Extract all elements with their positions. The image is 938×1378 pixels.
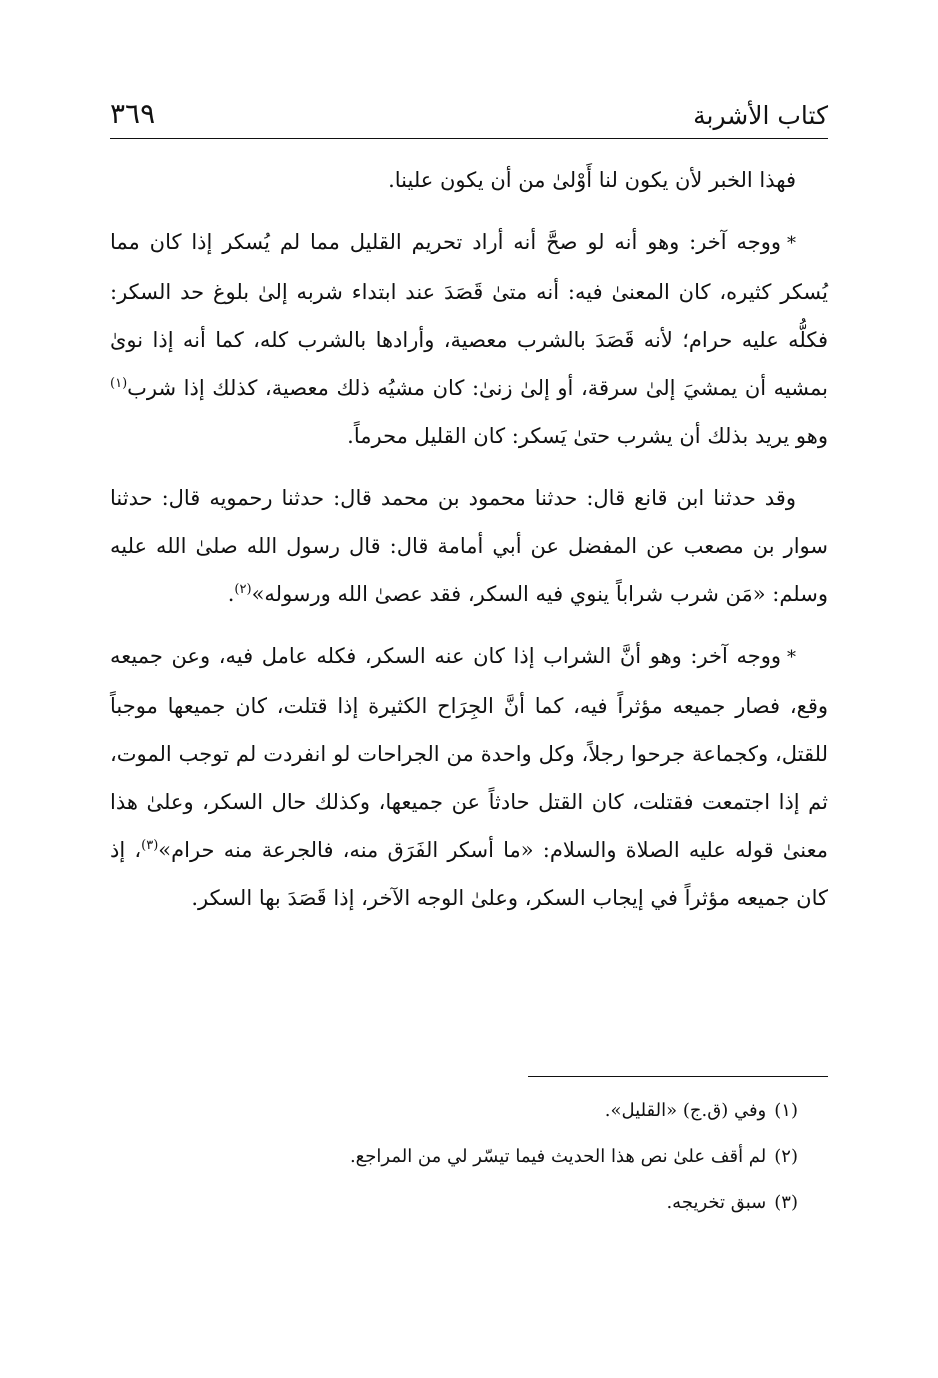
footnote-ref-1[interactable]: (١) xyxy=(110,376,128,391)
footnote-number: (١) xyxy=(774,1100,798,1121)
footnote-number: (٣) xyxy=(774,1192,798,1213)
footnote-text: لم أقف علىٰ نص هذا الحديث فيما تيسّر لي من المراجع. xyxy=(349,1146,767,1167)
footnote-number: (٢) xyxy=(774,1146,798,1167)
paragraph xyxy=(110,632,828,922)
paragraph-text: ووجه آخر: وهو أنَّ الشراب إذا كان عنه السكر، فكله عامل فيه، وعن جميعه وقع، فصار جميعه مؤثراً فيه، كما أنَّ الجِرَاح الكثيرة إذا قتلت، كان جميعها موجباً للقتل، وكجماعة جرحوا رجلاً، وكل واحدة من الجراحات لو انفردت لم توجب الموت، ثم إذا اجتمعت فقتلت، كان القتل حادثاً عن جميعها، وكذلك حال السكر، وعلىٰ هذا معنىٰ قوله عليه الصلاة والسلام: «ما أسكر الفَرَق منه، فالجرعة منه حرام» xyxy=(110,644,829,862)
footnote xyxy=(110,1180,798,1226)
star-marker: * xyxy=(787,233,796,254)
footnote-text: وفي (ق.ج) «القليل». xyxy=(604,1100,767,1121)
footnote-text: سبق تخريجه. xyxy=(666,1192,767,1213)
star-marker: * xyxy=(787,647,796,668)
main-text xyxy=(110,156,828,936)
book-chapter-title: كتاب الأشربة xyxy=(693,101,828,130)
paragraph xyxy=(110,156,828,204)
paragraph-text: . xyxy=(227,582,235,606)
footnote-ref-3[interactable]: (٣) xyxy=(141,838,159,853)
footnotes xyxy=(110,1088,798,1226)
footnote-separator xyxy=(528,1076,828,1077)
footnote xyxy=(110,1088,798,1134)
paragraph xyxy=(110,218,828,460)
paragraph-text: ، إذ كان جميعه مؤثراً في إيجاب السكر، وعلىٰ الوجه الآخر، إذا قَصَدَ بها السكر. xyxy=(110,838,828,910)
footnote-ref-2[interactable]: (٢) xyxy=(234,582,252,597)
page-number: ٣٦٩ xyxy=(110,97,156,130)
page-header xyxy=(110,78,828,139)
paragraph xyxy=(110,474,828,618)
paragraph-text: فهذا الخبر لأن يكون لنا أَوْلىٰ من أن يكون علينا. xyxy=(388,168,796,192)
paragraph-text: وهو يريد بذلك أن يشرب حتىٰ يَسكر: كان القليل محرماً. xyxy=(347,424,828,448)
footnote xyxy=(110,1134,798,1180)
paragraph-text: وقد حدثنا ابن قانع قال: حدثنا محمود بن محمد قال: حدثنا رحمويه قال: حدثنا سوار بن مصعب عن المفضل عن أبي أمامة قال: قال رسول الله صلىٰ الله عليه وسلم: «مَن شرب شراباً ينوي فيه السكر، فقد عصىٰ الله ورسوله» xyxy=(110,486,828,606)
paragraph-text: ووجه آخر: وهو أنه لو صحَّ أنه أراد تحريم القليل مما لم يُسكر إذا كان مما يُسكر كثيره، كان المعنىٰ فيه: أنه متىٰ قَصَدَ عند ابتداء شربه إلىٰ بلوغ حد السكر: فكلُّه عليه حرام؛ لأنه قَصَدَ بالشرب معصية، وأرادها بالشرب كله، كما أنه إذا نوىٰ بمشيه أن يمشيَ إلىٰ سرقة، أو إلىٰ زنىٰ: كان مشيُه ذلك معصية، كذلك إذا شرب xyxy=(110,230,828,400)
